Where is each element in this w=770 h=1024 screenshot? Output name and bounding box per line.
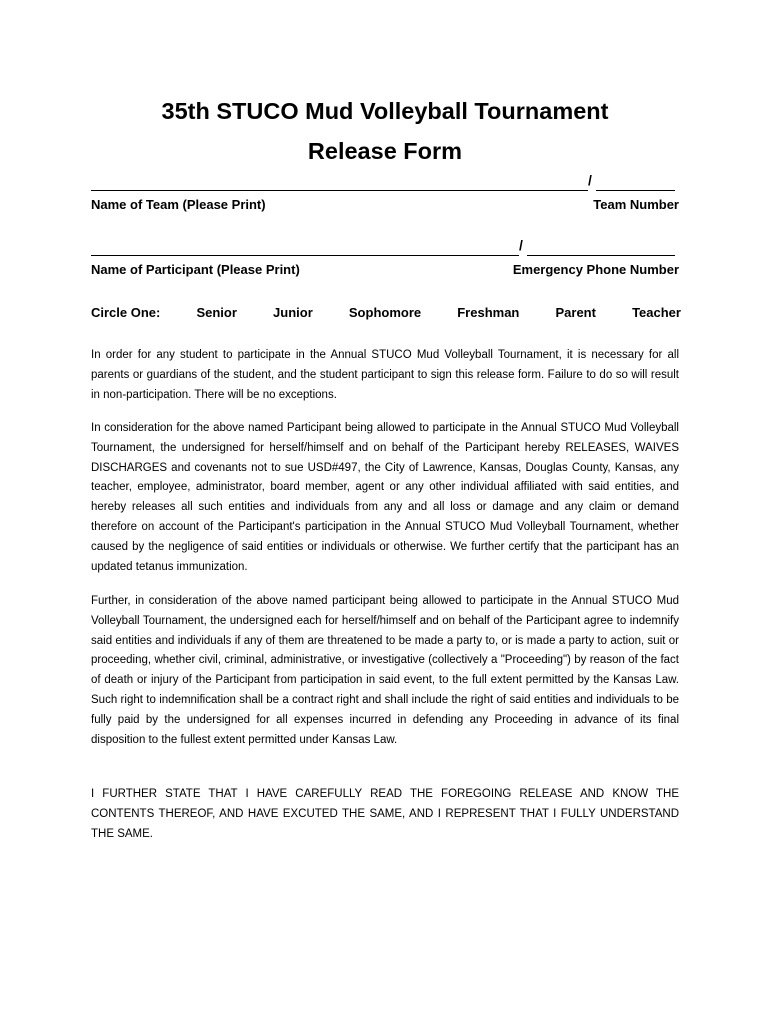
- team-slash: /: [588, 172, 592, 188]
- option-junior[interactable]: Junior: [273, 305, 313, 320]
- circle-one-label: Circle One:: [91, 305, 161, 320]
- emergency-phone-blank[interactable]: [527, 255, 675, 256]
- circle-one-row: [91, 305, 681, 320]
- option-teacher[interactable]: Teacher: [632, 305, 681, 320]
- option-freshman[interactable]: Freshman: [457, 305, 520, 320]
- paragraph-release: In consideration for the above named Participant being allowed to participate in the Annual STUCO Mud Volleyball Tournament, the undersigned for herself/himself and on behalf of the Participant hereby RELEASES, WAIVES DISCHARGES and covenants not to sue USD#497, the City of Lawrence, Kansas, Douglas County, Kansas, any teacher, employee, administrator, board member, agent or any other individual affiliated with said entities, and hereby releases all such entities and individuals from any and all loss or damage and any claim or demand therefore on account of the Participant's participation in the Annual STUCO Mud Volleyball Tournament, whether caused by the negligence of said entities or individuals or otherwise. We further certify that the participant has an updated tetanus immunization.: [91, 422, 679, 573]
- team-name-label: Name of Team (Please Print): [91, 197, 266, 212]
- participant-name-label: Name of Participant (Please Print): [91, 262, 300, 277]
- option-senior[interactable]: Senior: [196, 305, 237, 320]
- form-title: 35th STUCO Mud Volleyball Tournament: [161, 98, 609, 124]
- participant-slash: /: [519, 237, 523, 253]
- emergency-phone-label: Emergency Phone Number: [512, 262, 679, 277]
- paragraph-indemnify: Further, in consideration of the above named participant being allowed to participate in the Annual STUCO Mud Volleyball Tournament, the undersigned each for herself/himself and on behalf of the Participant agree to indemnify said entities and individuals if any of them are threatened to be made a party to, or is made a party to action, suit or proceeding, whether civil, criminal, administrative, or investigative (collectively a "Proceeding") by reason of the fact of death or injury of the Participant from participation in said event, to the full extent permitted by the Kansas Law. Such right to indemnification shall be a contract right and shall include the right of said entities and individuals to be fully paid by the undersigned for all expenses incurred in defending any Proceeding in advance of its final disposition to the fullest extent permitted under Kansas Law.: [91, 595, 679, 746]
- team-name-blank[interactable]: [91, 190, 588, 191]
- participant-name-blank[interactable]: [91, 255, 519, 256]
- team-number-label: Team Number: [593, 197, 679, 212]
- form-subtitle: Release Form: [307, 138, 463, 164]
- paragraph-statement: I FURTHER STATE THAT I HAVE CAREFULLY READ THE FOREGOING RELEASE AND KNOW THE CONTENTS THEREOF, AND HAVE EXCUTED THE SAME, AND I REPRESENT THAT I FULLY UNDERSTAND THE SAME.: [91, 788, 679, 840]
- paragraph-requirement: In order for any student to participate in the Annual STUCO Mud Volleyball Tournament, it is necessary for all parents or guardians of the student, and the student participant to sign this release form. Failure to do so will result in non-participation. There will be no exceptions.: [91, 349, 679, 401]
- option-sophomore[interactable]: Sophomore: [348, 305, 422, 320]
- option-parent[interactable]: Parent: [555, 305, 596, 320]
- team-number-blank[interactable]: [596, 190, 675, 191]
